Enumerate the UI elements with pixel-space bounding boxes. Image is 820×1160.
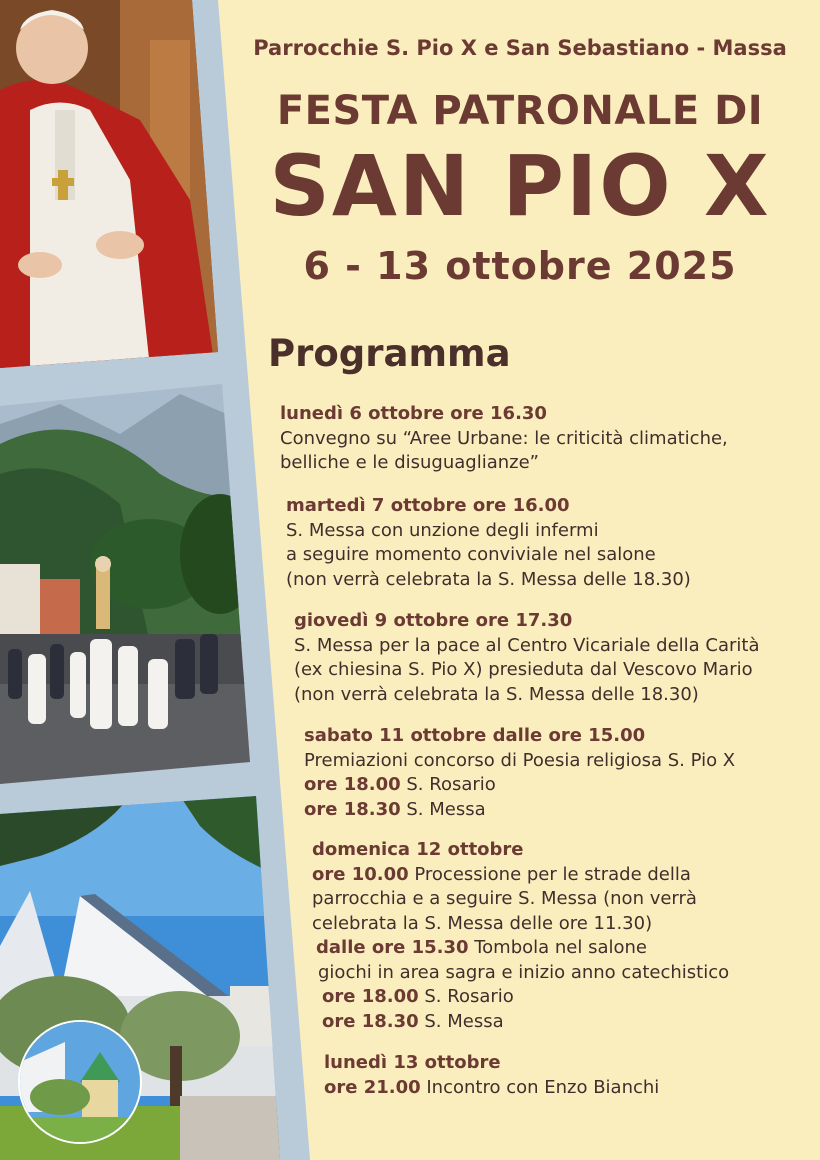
pope-portrait-photo <box>0 0 218 368</box>
parish-logo <box>18 1020 142 1144</box>
event-desc: Processione per le strade della <box>408 863 691 885</box>
event-day: sabato 11 ottobre dalle ore 15.00 <box>304 725 646 746</box>
event-line: giochi in area sagra e inizio anno catechistico <box>318 961 730 983</box>
event-time: ore 21.00 <box>324 1076 421 1098</box>
event-day: martedì 7 ottobre ore 16.00 <box>286 495 570 516</box>
event-desc: S. Messa <box>400 798 486 820</box>
event-line: celebrata la S. Messa delle ore 11.30) <box>312 912 653 934</box>
event-desc: S. Messa <box>418 1010 504 1032</box>
event-tuesday-7 <box>286 494 691 592</box>
event-dates: 6 - 13 ottobre 2025 <box>303 244 737 288</box>
event-line: (ex chiesina S. Pio X) presieduta dal Vescovo Mario <box>294 659 753 680</box>
event-day: lunedì 6 ottobre ore 16.30 <box>280 403 547 424</box>
event-day: giovedì 9 ottobre ore 17.30 <box>294 610 573 631</box>
event-monday-6 <box>280 402 728 476</box>
event-time: ore 10.00 <box>312 863 409 885</box>
event-desc: Tombola nel salone <box>468 937 648 958</box>
event-line: a seguire momento conviviale nel salone <box>286 544 656 565</box>
event-desc: S. Rosario <box>400 774 496 795</box>
event-line: Premiazioni concorso di Poesia religiosa S. Pio X <box>304 749 736 771</box>
event-line: Convegno su “Aree Urbane: le criticità climatiche, <box>280 427 728 449</box>
event-line <box>312 863 729 888</box>
event-line <box>324 1076 659 1101</box>
event-line: S. Messa con unzione degli infermi <box>286 519 599 541</box>
event-time: ore 18.30 <box>304 798 401 820</box>
event-desc: Incontro con Enzo Bianchi <box>420 1076 660 1098</box>
event-line: (non verrà celebrata la S. Messa delle 18.30) <box>286 568 691 590</box>
event-time: dalle ore 15.30 <box>316 937 469 958</box>
event-line: (non verrà celebrata la S. Messa delle 18.30) <box>294 683 699 705</box>
event-line <box>312 985 729 1010</box>
event-line <box>304 773 735 798</box>
parishes-subtitle: Parrocchie S. Pio X e San Sebastiano - Massa <box>253 36 787 60</box>
event-saturday-11 <box>304 724 735 822</box>
event-monday-13 <box>324 1051 659 1100</box>
event-line: S. Messa per la pace al Centro Vicariale della Carità <box>294 634 760 656</box>
event-line: belliche e le disuguaglianze” <box>280 452 539 473</box>
event-day: domenica 12 ottobre <box>312 839 524 860</box>
event-line: parrocchia e a seguire S. Messa (non verrà <box>312 888 697 909</box>
saint-title: SAN PIO X <box>269 137 771 235</box>
procession-photo <box>0 384 250 784</box>
event-thursday-9 <box>294 609 760 707</box>
event-line <box>312 1010 729 1035</box>
event-sunday-12 <box>312 838 729 1034</box>
event-day: lunedì 13 ottobre <box>324 1052 501 1073</box>
event-time: ore 18.00 <box>304 774 401 795</box>
event-line <box>304 798 735 823</box>
event-time: ore 18.00 <box>322 986 419 1007</box>
festa-heading: FESTA PATRONALE DI <box>276 88 764 134</box>
event-line <box>312 936 729 961</box>
programma-heading: Programma <box>268 332 511 375</box>
event-time: ore 18.30 <box>322 1010 419 1032</box>
event-desc: S. Rosario <box>418 986 514 1007</box>
